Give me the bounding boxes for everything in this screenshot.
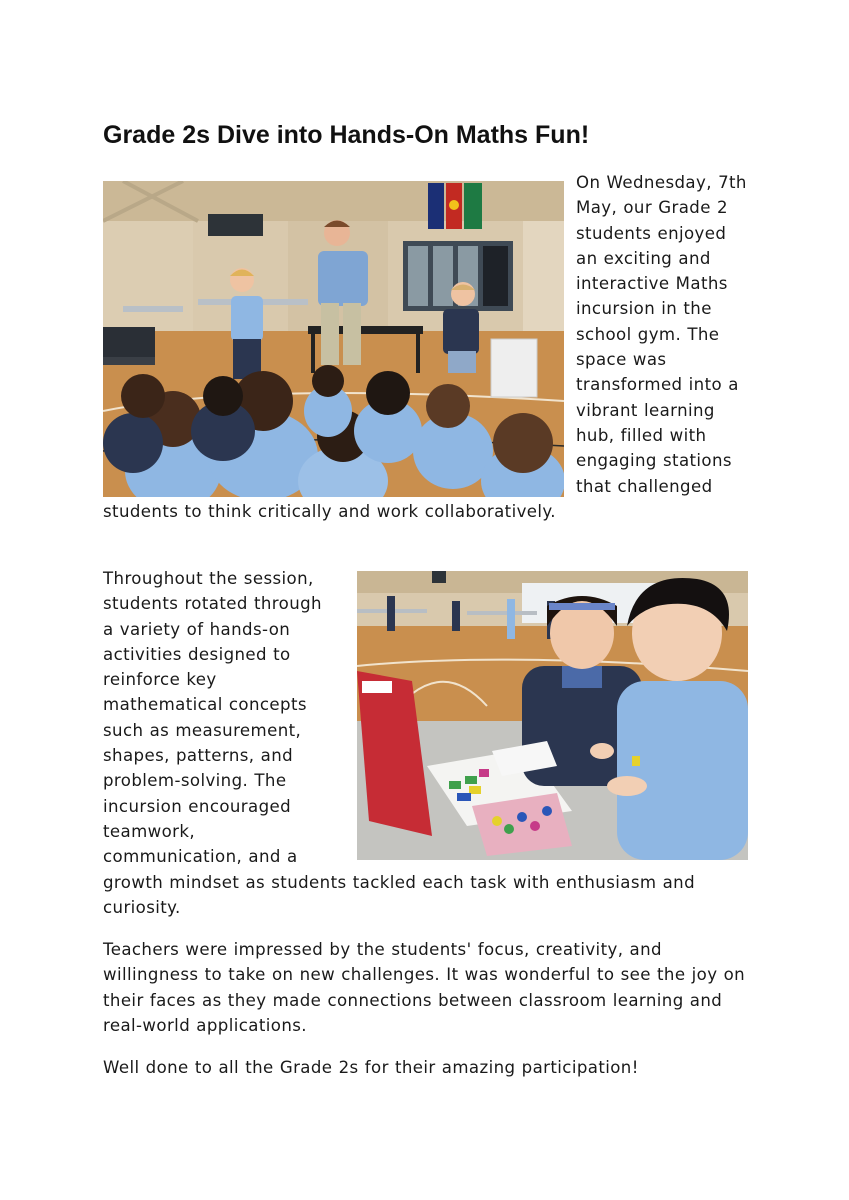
article-section-2 xyxy=(103,566,748,920)
paragraph-1: On Wednesday, 7th May, our Grade 2 students enjoyed an exciting and interactive Maths incursion in the school gym. The space was transformed into a vibrant learning hub, filled with engaging stations that challenged students to think critically and work collaboratively. xyxy=(103,173,747,521)
paragraph-4: Well done to all the Grade 2s for their amazing participation! xyxy=(103,1058,639,1077)
students-maths-activity-photo xyxy=(357,571,748,860)
gym-class-photo xyxy=(103,181,564,497)
article-title: Grade 2s Dive into Hands-On Maths Fun! xyxy=(103,121,590,149)
paragraph-2: Throughout the session, students rotated through a variety of hands-on activities designed to reinforce key mathematical concepts such as measurement, shapes, patterns, and problem-solving. The incursion encouraged teamwork, communication, and a growth mindset as students tackled each task with enthusiasm and curiosity. xyxy=(103,569,696,917)
article-section-1 xyxy=(103,170,748,524)
gym-class-photo-illustration xyxy=(103,181,564,497)
students-maths-activity-photo-illustration xyxy=(357,571,748,860)
paragraph-3: Teachers were impressed by the students' focus, creativity, and willingness to take on new challenges. It was wonderful to see the joy on their faces as they made connections between classroom learning and real-world applications. xyxy=(103,940,746,1035)
